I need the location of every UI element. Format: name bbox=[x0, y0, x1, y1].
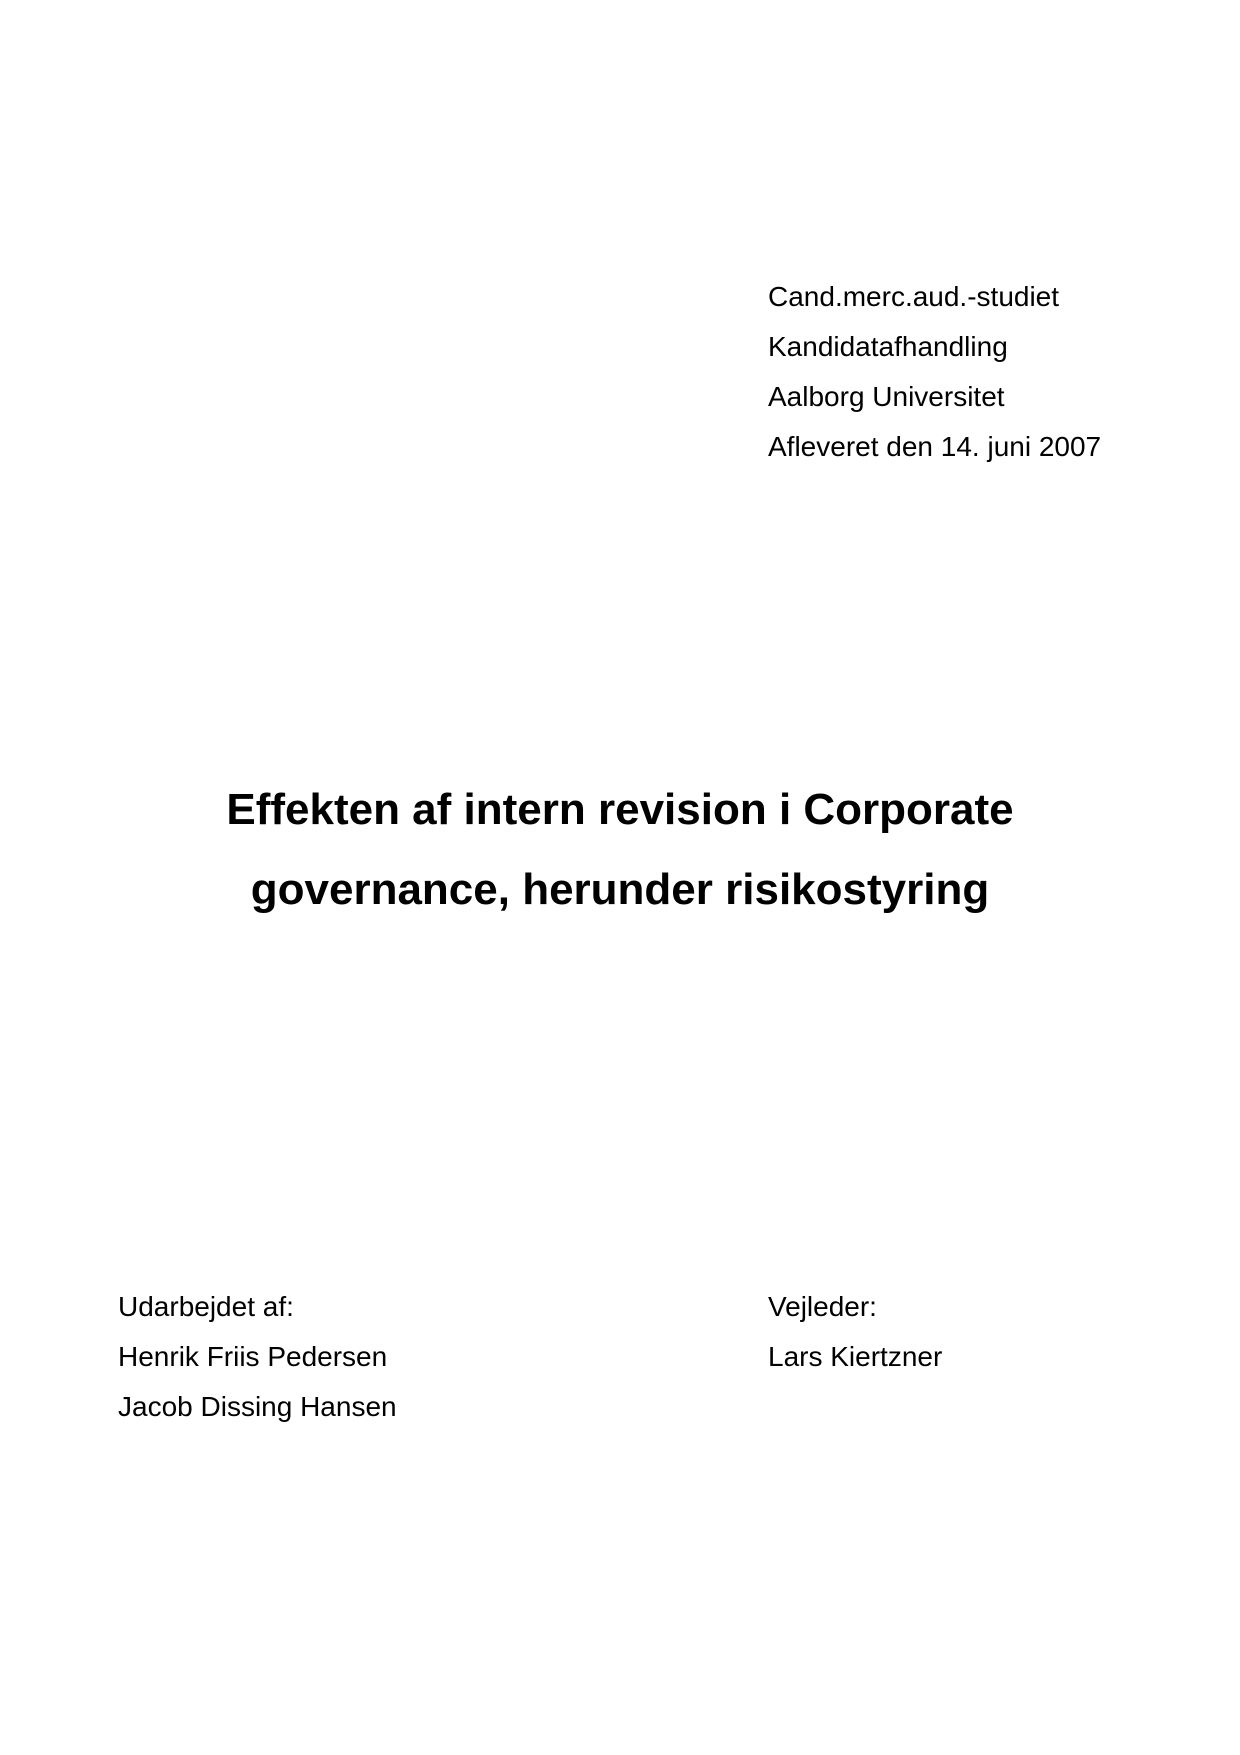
thesis-info-block bbox=[768, 272, 1208, 472]
authors-label: Udarbejdet af: bbox=[118, 1291, 294, 1322]
title-line-2: governance, herunder risikostyring bbox=[250, 865, 990, 914]
title-line-1: Effekten af intern revision i Corporate bbox=[226, 785, 1014, 834]
university: Aalborg Universitet bbox=[768, 381, 1005, 412]
supervisor-label: Vejleder: bbox=[768, 1291, 877, 1322]
authors-block bbox=[118, 1282, 618, 1432]
supervisor-block bbox=[768, 1282, 1208, 1382]
document-type: Kandidatafhandling bbox=[768, 331, 1008, 362]
supervisor-name: Lars Kiertzner bbox=[768, 1341, 943, 1372]
thesis-title bbox=[120, 770, 1120, 930]
submission-date: Afleveret den 14. juni 2007 bbox=[768, 431, 1102, 462]
author-name: Henrik Friis Pedersen bbox=[118, 1341, 388, 1372]
study-program: Cand.merc.aud.-studiet bbox=[768, 281, 1060, 312]
author-name: Jacob Dissing Hansen bbox=[118, 1391, 397, 1422]
